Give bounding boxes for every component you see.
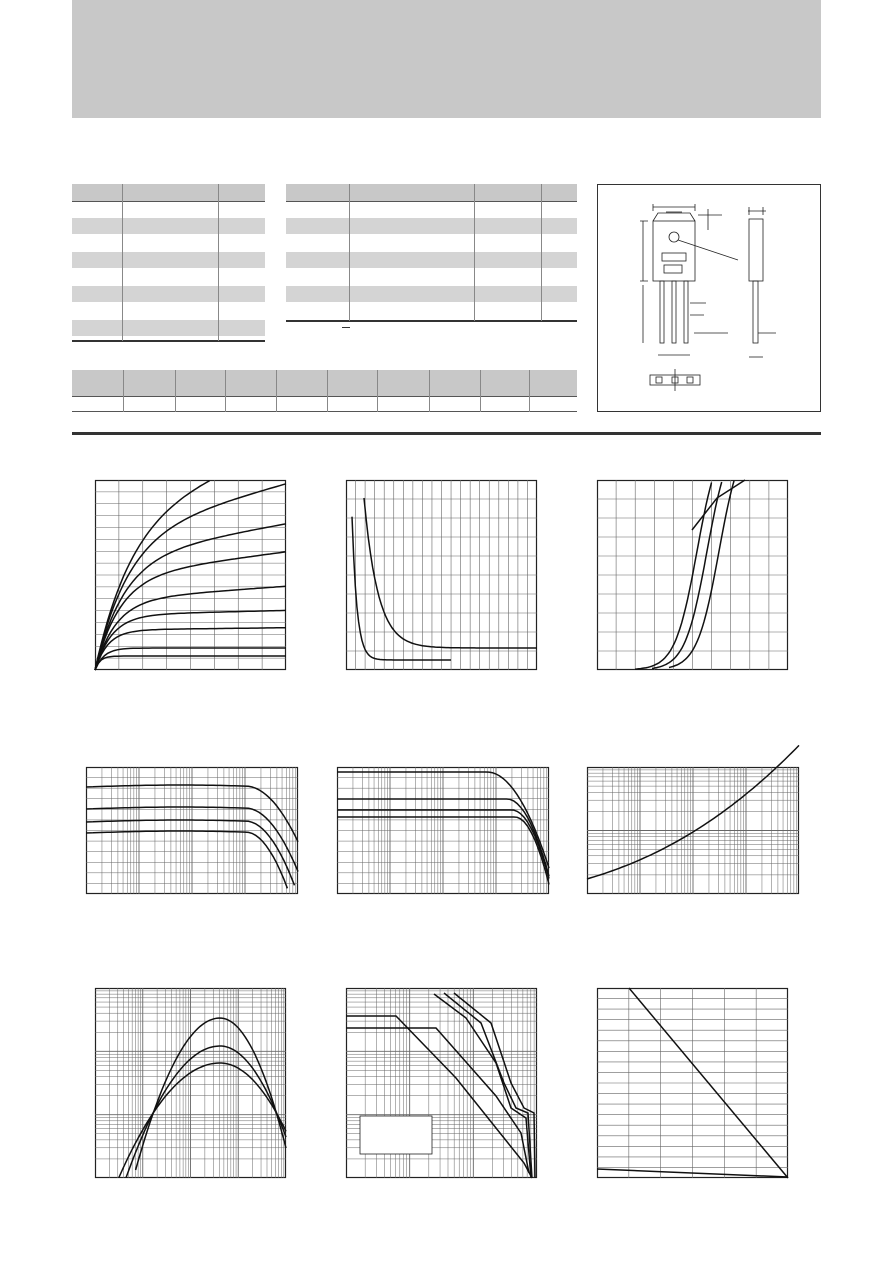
- vce-sat-curve-high: [364, 498, 537, 648]
- ic-vce-output-chart: [95, 480, 286, 670]
- pc-ta-derating-chart: [597, 988, 788, 1178]
- ic-vbe-curve: [669, 481, 734, 668]
- package-outline-drawing: [598, 185, 820, 411]
- safe-operating-area-chart: [346, 988, 537, 1178]
- ft-curve: [136, 1018, 286, 1170]
- soa-pulse: [434, 994, 531, 1178]
- hfe-rank-table: [72, 370, 577, 412]
- absolute-ratings-table: [72, 184, 265, 341]
- hfe-ic-temperature-chart: [337, 767, 549, 894]
- footnote-mark: [342, 327, 350, 328]
- hfe-ic-log-chart: [86, 767, 298, 894]
- ft-ie-chart: [95, 988, 286, 1178]
- ic-vce-curve: [95, 481, 210, 670]
- ic-vbe-transfer-chart: [597, 480, 788, 670]
- soa-legend-box: [360, 1116, 432, 1154]
- electrical-characteristics-table: [286, 184, 577, 322]
- title-header-band: [72, 0, 821, 118]
- thermal-resistance-time-chart: [587, 767, 799, 894]
- ic-vbe-curve: [692, 480, 745, 530]
- vce-sat-ib-chart: [346, 480, 537, 670]
- package-outline-box: [597, 184, 821, 412]
- section-divider: [72, 432, 821, 435]
- hfe-curve: [86, 820, 295, 885]
